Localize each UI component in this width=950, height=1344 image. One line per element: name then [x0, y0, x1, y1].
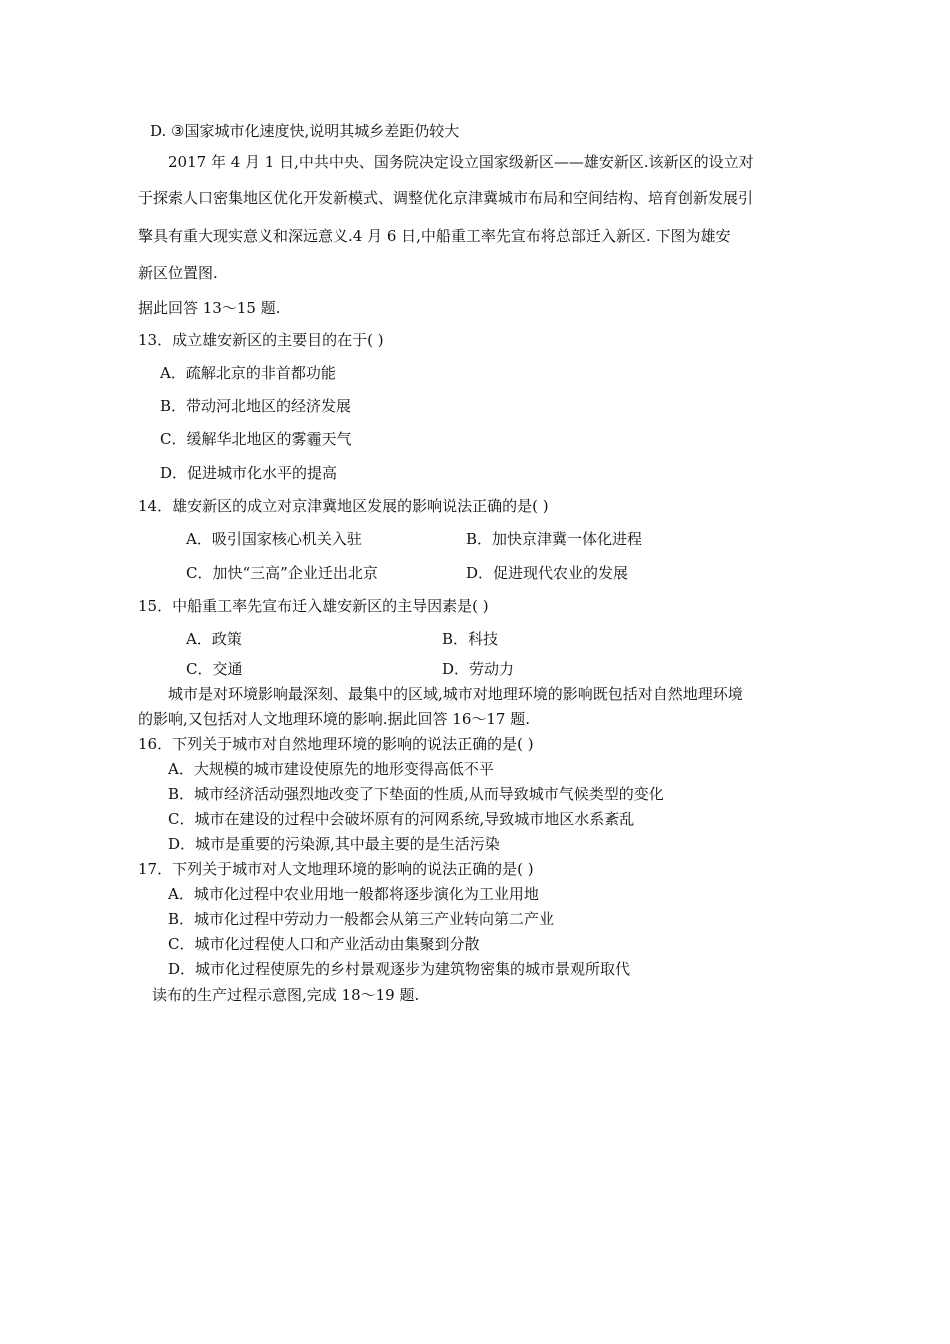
option-a: A．城市化过程中农业用地一般都将逐步演化为工业用地: [168, 885, 539, 903]
option-b: B．城市化过程中劳动力一般都会从第三产业转向第二产业: [168, 910, 555, 928]
passage-line: 新区位置图.: [138, 264, 218, 282]
question-stem: 13．成立雄安新区的主要目的在于( ): [138, 331, 384, 349]
option-b: B．带动河北地区的经济发展: [160, 397, 352, 415]
option-c: C．城市在建设的过程中会破坏原有的河网系统,导致城市地区水系紊乱: [168, 810, 635, 828]
option-b: B．城市经济活动强烈地改变了下垫面的性质,从而导致城市气候类型的变化: [168, 785, 664, 803]
passage-line: 城市是对环境影响最深刻、最集中的区域,城市对地理环境的影响既包括对自然地理环境: [168, 685, 743, 703]
passage-line: 擎具有重大现实意义和深远意义.4 月 6 日,中船重工率先宣布将总部迁入新区. 下图为雄安: [138, 227, 731, 245]
option-d: D．劳动力: [442, 660, 515, 678]
option-c: C．加快“三高”企业迁出北京: [186, 564, 378, 582]
passage-instruction: 据此回答 13～15 题.: [138, 299, 281, 317]
question-stem: 15．中船重工率先宣布迁入雄安新区的主导因素是( ): [138, 597, 489, 615]
option-d: D．城市是重要的污染源,其中最主要的是生活污染: [168, 835, 500, 853]
passage-line: 于探索人口密集地区优化开发新模式、调整优化京津冀城市布局和空间结构、培育创新发展引: [138, 189, 754, 207]
option-a: A．政策: [186, 630, 242, 648]
option-a: A．吸引国家核心机关入驻: [186, 530, 362, 548]
option-c: C．缓解华北地区的雾霾天气: [160, 430, 352, 448]
passage-line: 2017 年 4 月 1 日,中共中央、国务院决定设立国家级新区——雄安新区.该新区的设立对: [168, 153, 754, 171]
option-c: C．城市化过程使人口和产业活动由集聚到分散: [168, 935, 480, 953]
option-a: A．疏解北京的非首都功能: [160, 364, 336, 382]
option-d: D．促进现代农业的发展: [466, 564, 629, 582]
question-stem: 16．下列关于城市对自然地理环境的影响的说法正确的是( ): [138, 735, 534, 753]
option-b: B．科技: [442, 630, 499, 648]
option-d: D．城市化过程使原先的乡村景观逐步为建筑物密集的城市景观所取代: [168, 960, 631, 978]
question-stem: 17．下列关于城市对人文地理环境的影响的说法正确的是( ): [138, 860, 534, 878]
question-stem: 14．雄安新区的成立对京津冀地区发展的影响说法正确的是( ): [138, 497, 549, 515]
option-b: B．加快京津冀一体化进程: [466, 530, 643, 548]
prev-option-d: D. ③国家城市化速度快,说明其城乡差距仍较大: [150, 122, 460, 140]
option-d: D．促进城市化水平的提高: [160, 464, 338, 482]
passage-line: 的影响,又包括对人文地理环境的影响.据此回答 16～17 题.: [138, 710, 531, 728]
closing-instruction: 读布的生产过程示意图,完成 18～19 题.: [152, 986, 420, 1004]
option-c: C．交通: [186, 660, 243, 678]
option-a: A．大规模的城市建设使原先的地形变得高低不平: [168, 760, 494, 778]
